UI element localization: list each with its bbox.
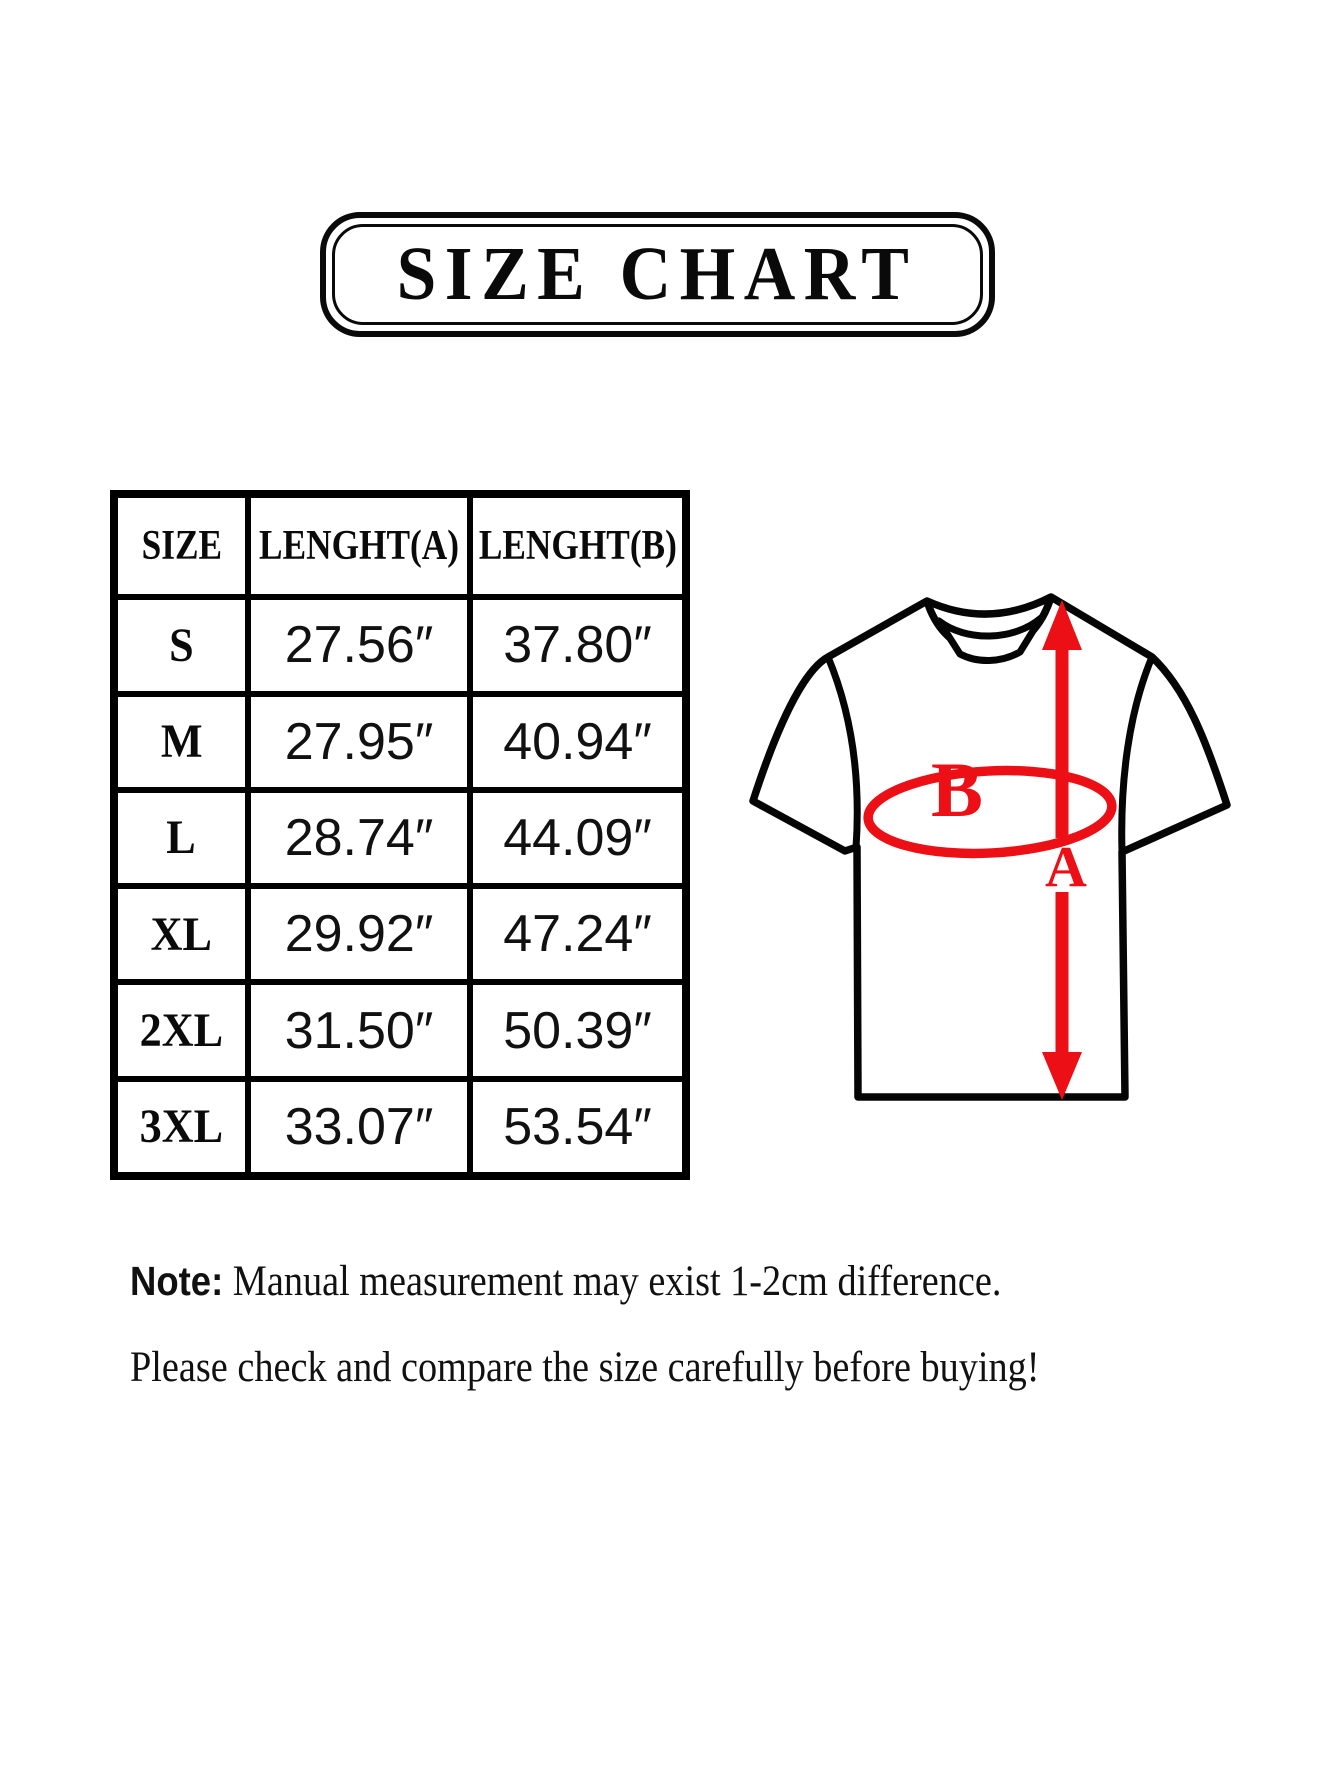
table-row-3xl-length-b: 53.54″ bbox=[467, 1076, 682, 1172]
note-prefix: Note: bbox=[130, 1258, 224, 1304]
table-row-l-size: L bbox=[118, 787, 245, 883]
table-row-l-length-a: 28.74″ bbox=[245, 787, 467, 883]
label-b: B bbox=[930, 746, 984, 833]
title-plaque bbox=[320, 212, 995, 337]
table-row-xl-size: XL bbox=[118, 883, 245, 979]
note-line-1 bbox=[130, 1256, 1230, 1307]
table-row-3xl-length-a: 33.07″ bbox=[245, 1076, 467, 1172]
note-block bbox=[130, 1256, 1230, 1393]
tshirt-outline bbox=[753, 597, 1227, 1097]
note-line-2: Please check and compare the size carefully before buying! bbox=[130, 1344, 1040, 1391]
tshirt-svg bbox=[640, 490, 1240, 1110]
table-row-m-size: M bbox=[118, 691, 245, 787]
table-row-2xl-length-a: 31.50″ bbox=[245, 979, 467, 1075]
size-chart-table bbox=[110, 490, 690, 1180]
table-row-xl-length-b: 47.24″ bbox=[467, 883, 682, 979]
table-row-xl-length-a: 29.92″ bbox=[245, 883, 467, 979]
table-header-size: SIZE bbox=[141, 523, 222, 570]
table-header-length-a: LENGHT(A) bbox=[245, 498, 467, 594]
table-row-2xl-size: 2XL bbox=[118, 979, 245, 1075]
note-line-1-text: Manual measurement may exist 1-2cm difference. bbox=[223, 1258, 1002, 1305]
table-row-3xl-size: 3XL bbox=[118, 1076, 245, 1172]
table-row-m-length-b: 40.94″ bbox=[467, 691, 682, 787]
table-row-2xl-length-b: 50.39″ bbox=[467, 979, 682, 1075]
table-row-s-length-b: 37.80″ bbox=[467, 594, 682, 690]
length-arrow-upper-shaft bbox=[1056, 646, 1069, 838]
tshirt-illustration bbox=[640, 490, 1240, 1110]
table-row-s-size: S bbox=[118, 594, 245, 690]
label-a: A bbox=[1045, 834, 1087, 899]
page-title: SIZE CHART bbox=[397, 232, 918, 316]
title-plaque-inner-border bbox=[332, 224, 983, 325]
length-arrow-lower-shaft bbox=[1056, 892, 1069, 1060]
table-row-m-length-a: 27.95″ bbox=[245, 691, 467, 787]
table-row-s-length-a: 27.56″ bbox=[245, 594, 467, 690]
table-header-length-b: LENGHT(B) bbox=[467, 498, 682, 594]
table-row-l-length-b: 44.09″ bbox=[467, 787, 682, 883]
